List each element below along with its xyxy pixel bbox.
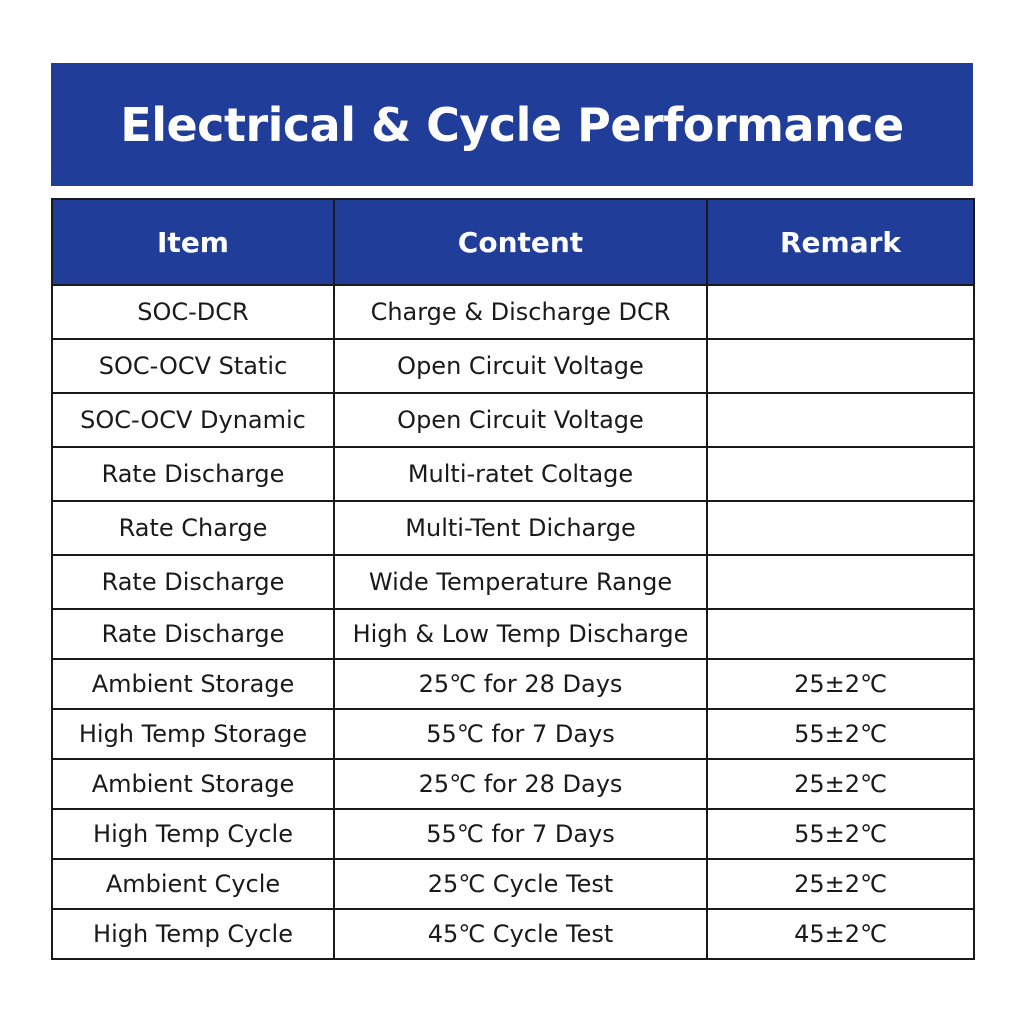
content-cell: Multi-ratet Coltage [334,447,707,501]
item-cell: Rate Discharge [52,447,334,501]
column-header-content: Content [334,199,707,285]
table-row [52,447,974,501]
content-cell: 55℃ for 7 Days [334,809,707,859]
page-title: Electrical & Cycle Performance [120,97,904,152]
table-row [52,659,974,709]
item-cell: High Temp Storage [52,709,334,759]
title-banner [51,63,973,186]
table-row [52,393,974,447]
content-cell: Charge & Discharge DCR [334,285,707,339]
item-cell: Ambient Storage [52,659,334,709]
content-cell: 25℃ for 28 Days [334,759,707,809]
item-cell: Rate Discharge [52,555,334,609]
remark-cell: 55±2℃ [707,709,974,759]
item-cell: Rate Discharge [52,609,334,659]
item-cell: Ambient Cycle [52,859,334,909]
column-header-remark: Remark [707,199,974,285]
content-cell: High & Low Temp Discharge [334,609,707,659]
column-header-item: Item [52,199,334,285]
content-cell: 55℃ for 7 Days [334,709,707,759]
table-row [52,809,974,859]
table-row [52,285,974,339]
item-cell: Ambient Storage [52,759,334,809]
content-cell: Open Circuit Voltage [334,393,707,447]
table-row [52,339,974,393]
remark-cell [707,285,974,339]
remark-cell [707,393,974,447]
table-row [52,859,974,909]
table-row [52,709,974,759]
remark-cell [707,447,974,501]
content-cell: Wide Temperature Range [334,555,707,609]
remark-cell: 55±2℃ [707,809,974,859]
content-cell: Multi-Tent Dicharge [334,501,707,555]
item-cell: High Temp Cycle [52,809,334,859]
item-cell: Rate Charge [52,501,334,555]
remark-cell [707,555,974,609]
remark-cell: 25±2℃ [707,859,974,909]
remark-cell [707,501,974,555]
remark-cell: 45±2℃ [707,909,974,959]
table-row [52,555,974,609]
table-row [52,759,974,809]
remark-cell [707,339,974,393]
item-cell: SOC-OCV Dynamic [52,393,334,447]
item-cell: High Temp Cycle [52,909,334,959]
content-cell: 25℃ for 28 Days [334,659,707,709]
content-cell: 25℃ Cycle Test [334,859,707,909]
table-row [52,501,974,555]
remark-cell: 25±2℃ [707,759,974,809]
remark-cell [707,609,974,659]
table-row [52,909,974,959]
performance-table [51,198,975,960]
item-cell: SOC-DCR [52,285,334,339]
table-row [52,609,974,659]
content-cell: 45℃ Cycle Test [334,909,707,959]
item-cell: SOC-OCV Static [52,339,334,393]
remark-cell: 25±2℃ [707,659,974,709]
content-cell: Open Circuit Voltage [334,339,707,393]
table-header-row [52,199,974,285]
